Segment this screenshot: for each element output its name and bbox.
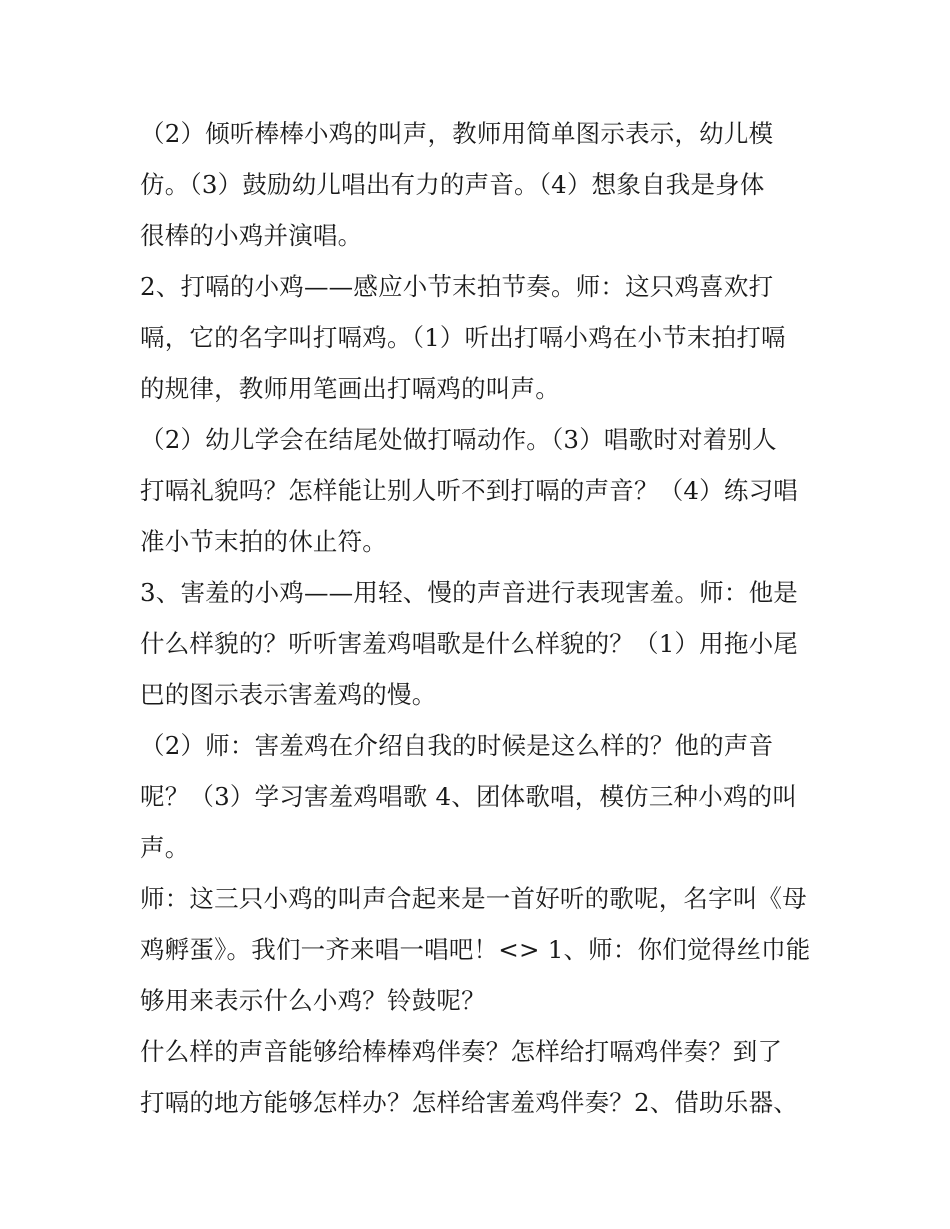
text-line: 声。 (140, 833, 190, 862)
text-line: 什么样貌的？听听害羞鸡唱歌是什么样貌的？（1）用拖小尾 (140, 629, 798, 658)
text-line: 鸡孵蛋》。我们一齐来唱一唱吧！<> 1、师：你们觉得丝巾能 (140, 935, 811, 964)
text-line: 2、打嗝的小鸡——感应小节末拍节奏。师：这只鸡喜欢打 (140, 272, 774, 301)
text-line: 3、害羞的小鸡——用轻、慢的声音进行表现害羞。师：他是 (140, 578, 798, 607)
text-line: 的规律，教师用笔画出打嗝鸡的叫声。 (140, 374, 560, 403)
paragraph-3 (140, 414, 820, 567)
paragraph-5 (140, 720, 820, 873)
paragraph-4 (140, 567, 820, 720)
text-line: （2）师：害羞鸡在介绍自我的时候是这么样的？他的声音 (140, 731, 774, 760)
text-line: 够用来表示什么小鸡？铃鼓呢？ (140, 986, 486, 1015)
paragraph-7 (140, 1026, 820, 1128)
text-line: 准小节末拍的休止符。 (140, 527, 387, 556)
text-line: 打嗝的地方能够怎样办？怎样给害羞鸡伴奏？2、借助乐器、 (140, 1088, 798, 1117)
text-line: 什么样的声音能够给棒棒鸡伴奏？怎样给打嗝鸡伴奏？到了 (140, 1037, 783, 1066)
text-line: 嗝，它的名字叫打嗝鸡。（1）听出打嗝小鸡在小节末拍打嗝 (140, 323, 786, 352)
text-line: 很棒的小鸡并演唱。 (140, 221, 363, 250)
text-line: （2）幼儿学会在结尾处做打嗝动作。（3）唱歌时对着别人 (140, 425, 777, 454)
text-line: 打嗝礼貌吗？怎样能让别人听不到打嗝的声音？（4）练习唱 (140, 476, 798, 505)
paragraph-1 (140, 108, 820, 261)
text-line: 师：这三只小鸡的叫声合起来是一首好听的歌呢，名字叫《母 (140, 884, 807, 913)
document-body (140, 108, 820, 1128)
paragraph-6 (140, 873, 820, 1026)
text-line: 巴的图示表示害羞鸡的慢。 (140, 680, 437, 709)
paragraph-2 (140, 261, 820, 414)
text-line: 仿。（3）鼓励幼儿唱出有力的声音。（4）想象自我是身体 (140, 170, 765, 199)
text-line: 呢？（3）学习害羞鸡唱歌 4、团体歌唱，模仿三种小鸡的叫 (140, 782, 798, 811)
text-line: （2）倾听棒棒小鸡的叫声，教师用简单图示表示，幼儿模 (140, 119, 774, 148)
